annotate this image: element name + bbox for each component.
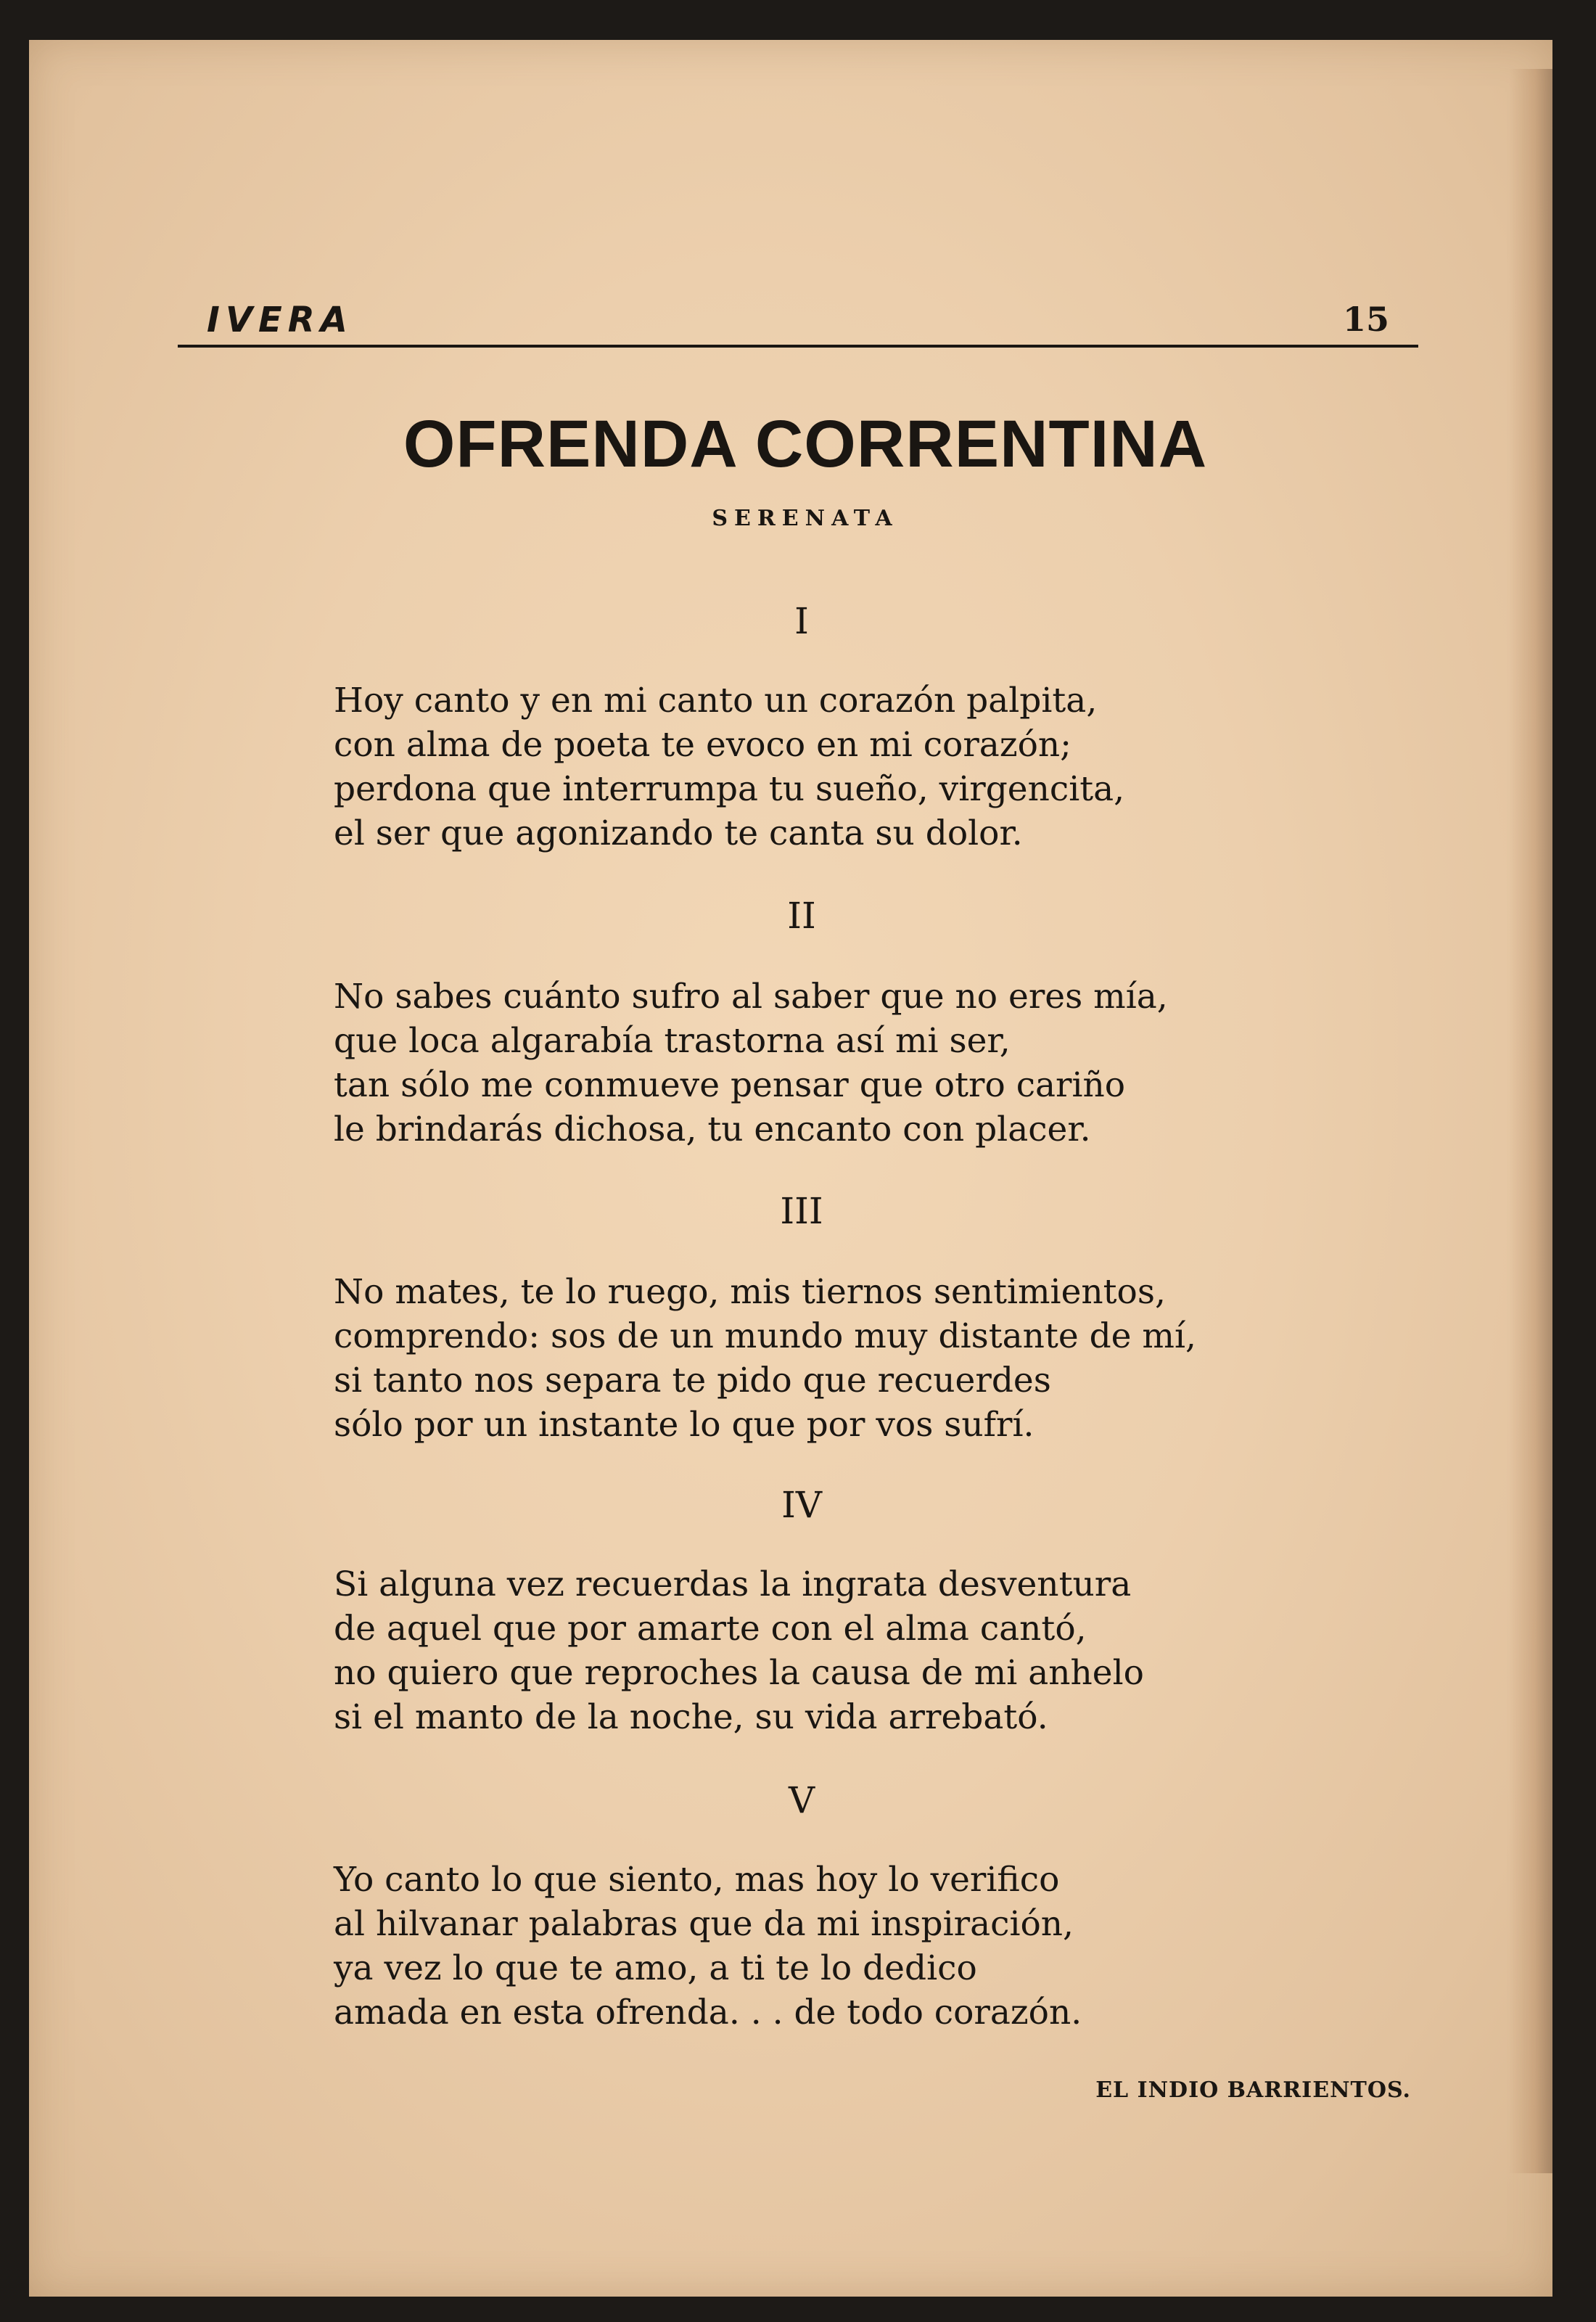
verse-line: Yo canto lo que siento, mas hoy lo verifico xyxy=(334,1860,1060,1900)
verse-line: al hilvanar palabras que da mi inspiración, xyxy=(334,1904,1074,1944)
book-page xyxy=(29,40,1552,2297)
author-signature: EL INDIO BARRIENTOS. xyxy=(1095,2077,1411,2103)
verse-line: que loca algarabía trastorna así mi ser, xyxy=(334,1021,1011,1061)
verse-line: ya vez lo que te amo, a ti te lo dedico xyxy=(334,1948,977,1988)
verse-line: No mates, te lo ruego, mis tiernos sentimientos, xyxy=(334,1272,1166,1312)
page-number: 15 xyxy=(1342,300,1389,339)
stanza xyxy=(334,1858,1349,2035)
verse-line: perdona que interrumpa tu sueño, virgencita, xyxy=(334,769,1125,809)
verse-line: sólo por un instante lo que por vos sufrí. xyxy=(334,1405,1034,1445)
running-header xyxy=(178,258,1418,348)
stanza xyxy=(334,1562,1349,1739)
poem-subtitle: SERENATA xyxy=(712,506,899,531)
verse-line: si el manto de la noche, su vida arrebató. xyxy=(334,1697,1048,1737)
verse-line: de aquel que por amarte con el alma cantó, xyxy=(334,1609,1087,1649)
verse-line: con alma de poeta te evoco en mi corazón; xyxy=(334,725,1071,765)
verse-line: tan sólo me conmueve pensar que otro cariño xyxy=(334,1065,1126,1105)
verse-line: Si alguna vez recuerdas la ingrata desventura xyxy=(334,1564,1132,1604)
stanza xyxy=(334,975,1349,1152)
stanza-number: I xyxy=(794,600,809,642)
verse-line: No sabes cuánto sufro al saber que no eres mía, xyxy=(334,977,1168,1017)
stanza-number: II xyxy=(787,895,816,937)
verse-line: no quiero que reproches la causa de mi anhelo xyxy=(334,1653,1144,1693)
verse-line: comprendo: sos de un mundo muy distante de mí, xyxy=(334,1316,1196,1356)
stanza-number: III xyxy=(780,1190,823,1232)
stanza xyxy=(334,1270,1349,1447)
verse-line: Hoy canto y en mi canto un corazón palpita, xyxy=(334,681,1098,721)
running-title: IVERA xyxy=(207,300,353,340)
verse-line: el ser que agonizando te canta su dolor. xyxy=(334,813,1023,853)
stanza-number: V xyxy=(788,1779,815,1821)
stanza xyxy=(334,678,1349,856)
verse-line: le brindarás dichosa, tu encanto con placer. xyxy=(334,1109,1091,1149)
poem-title: OFRENDA CORRENTINA xyxy=(403,407,1208,481)
verse-line: si tanto nos separa te pido que recuerdes xyxy=(334,1361,1051,1400)
verse-line: amada en esta ofrenda. . . de todo corazón. xyxy=(334,1993,1082,2032)
page-edge-shadow xyxy=(1509,69,1552,2173)
stanza-number: IV xyxy=(781,1484,822,1526)
